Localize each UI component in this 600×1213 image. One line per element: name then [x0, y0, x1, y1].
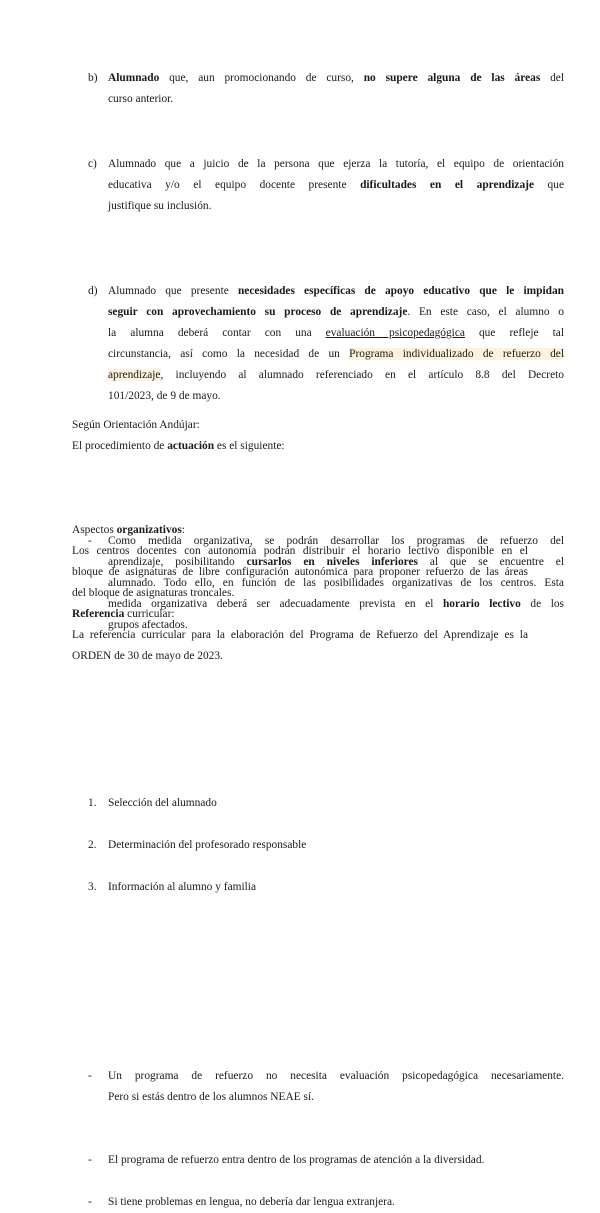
step-number: 1. [88, 797, 97, 809]
dash-item [72, 1150, 564, 1171]
dash-1-line-4: medida organizativa deberá ser adecuadamente prevista en el horario lectivo de los [108, 598, 564, 610]
aspectos-heading: Aspectos organizativos: [72, 524, 185, 536]
step-number: 3. [88, 881, 97, 893]
item-b-line-1: Alumnado que, aun promocionando de curso, no supere alguna de las áreas del [108, 72, 564, 84]
item-d-line-4: circunstancia, así como la necesidad de un Programa individualizado de refuerzo del [108, 348, 564, 360]
dash-line: Pero si estás dentro de los alumnos NEAE sí. [108, 1091, 314, 1103]
item-d-line-2: seguir con aprovechamiento su proceso de aprendizaje. En este caso, el alumno o [108, 306, 564, 318]
item-c-line-1: Alumnado que a juicio de la persona que ejerza la tutoría, el equipo de orientación [108, 158, 564, 170]
dash-1-line-2: aprendizaje, posibilitando cursarlos en niveles inferiores al que se encuentre el [108, 556, 564, 568]
step-text: Información al alumno y familia [108, 881, 257, 893]
centros-line-1: Los centros docentes con autonomía podrán distribuir el horario lectivo disponible en el [72, 545, 528, 557]
dash-line: Si tiene problemas en lengua, no debería dar lengua extranjera. [108, 1196, 395, 1208]
dash-line: Un programa de refuerzo no necesita evaluación psicopedagógica necesariamente. [108, 1070, 564, 1082]
list-item-d [72, 281, 564, 407]
step-item [72, 793, 564, 814]
centros-line-2: bloque de asignaturas de libre configuración autonómica para proponer refuerzo de las áreas [72, 566, 528, 578]
list-marker: d) [88, 285, 98, 297]
orientacion-line: Según Orientación Andújar: [72, 419, 200, 431]
dash-item [72, 1192, 564, 1213]
procedimiento-line: El procedimiento de actuación es el siguiente: [72, 440, 285, 452]
highlighted-text: Programa individualizado de refuerzo del [349, 348, 564, 360]
item-d-line-6: 101/2023, de 9 de mayo. [108, 390, 221, 402]
dash-item [72, 1066, 564, 1108]
referencia-paragraph [72, 625, 528, 667]
step-item [72, 877, 564, 898]
centros-line-3: del bloque de asignaturas troncales. [72, 587, 235, 599]
item-d-line-1: Alumnado que presente necesidades específicas de apoyo educativo que le impidan [108, 285, 564, 297]
list-marker: - [88, 1196, 92, 1208]
highlighted-text: aprendizaje [108, 369, 161, 381]
list-item-b [72, 68, 564, 110]
item-d-line-3: la alumna deberá contar con una evaluación psicopedagógica que refleje tal [108, 327, 564, 339]
dash-line: El programa de refuerzo entra dentro de los programas de atención a la diversidad. [108, 1154, 485, 1166]
list-marker: - [88, 1070, 92, 1082]
list-marker: c) [88, 158, 97, 170]
centros-paragraph [72, 541, 528, 604]
dash-1-line-3: alumnado. Todo ello, en función de las posibilidades organizativas de los centros. Esta [108, 577, 564, 589]
list-marker: - [88, 1154, 92, 1166]
list-marker: b) [88, 72, 98, 84]
step-number: 2. [88, 839, 97, 851]
item-d-line-5: aprendizaje, incluyendo al alumnado referenciado en el artículo 8.8 del Decreto [108, 369, 564, 381]
step-text: Selección del alumnado [108, 797, 217, 809]
item-b-line-2: curso anterior. [108, 93, 174, 105]
referencia-line-2: ORDEN de 30 de mayo de 2023. [72, 650, 223, 662]
evaluacion-link-text: evaluación psicopedagógica [325, 327, 465, 339]
dash-1-line-1: Como medida organizativa, se podrán desarrollar los programas de refuerzo del [108, 535, 564, 547]
list-marker: - [88, 535, 92, 547]
dash-1-line-5: grupos afectados. [108, 619, 188, 631]
step-text: Determinación del profesorado responsable [108, 839, 307, 851]
list-item-c [72, 154, 564, 217]
referencia-heading: Referencia curricular: [72, 608, 175, 620]
item-c-line-3: justifique su inclusión. [108, 200, 212, 212]
referencia-line-1: La referencia curricular para la elaboración del Programa de Refuerzo del Aprendizaje es la [72, 629, 528, 641]
item-c-line-2: educativa y/o el equipo docente presente dificultades en el aprendizaje que [108, 179, 564, 191]
step-item [72, 835, 564, 856]
